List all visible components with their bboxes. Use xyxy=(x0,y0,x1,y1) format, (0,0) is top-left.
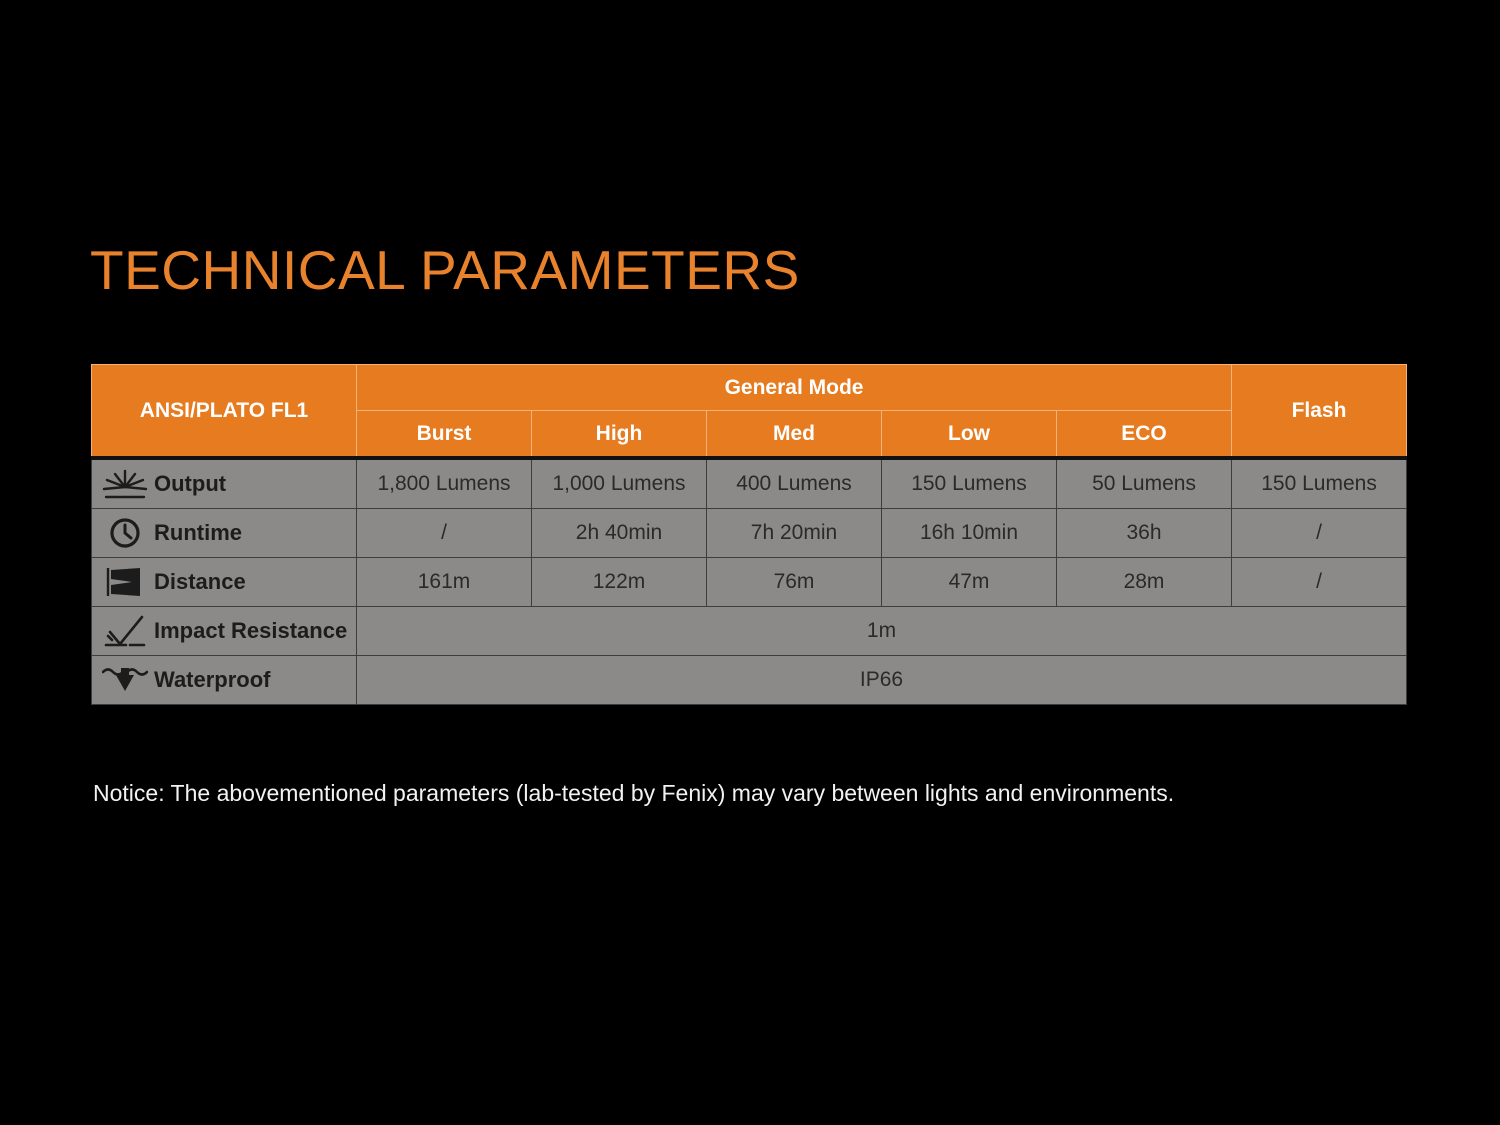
table-row-runtime xyxy=(92,509,1407,558)
table-cell: 50 Lumens xyxy=(1057,458,1232,509)
table-row-impact-resistance xyxy=(92,607,1407,656)
table-cell: 1,800 Lumens xyxy=(357,458,532,509)
row-label-text: Waterproof xyxy=(154,667,271,692)
table-cell: 150 Lumens xyxy=(1232,458,1407,509)
mode-header-eco: ECO xyxy=(1057,411,1232,459)
table-cell: 400 Lumens xyxy=(707,458,882,509)
table-cell: / xyxy=(1232,509,1407,558)
table-row-waterproof xyxy=(92,656,1407,705)
waterproof-icon xyxy=(102,663,148,697)
table-cell: 36h xyxy=(1057,509,1232,558)
row-label-text: Output xyxy=(154,471,227,496)
table-cell: 2h 40min xyxy=(532,509,707,558)
row-label-impact-resistance xyxy=(92,607,357,656)
table-cell: 47m xyxy=(882,558,1057,607)
mode-header-burst: Burst xyxy=(357,411,532,459)
table-row-distance xyxy=(92,558,1407,607)
page-title: TECHNICAL PARAMETERS xyxy=(90,239,800,301)
row-label-text: Runtime xyxy=(154,520,242,545)
row-label-distance xyxy=(92,558,357,607)
table-cell: 150 Lumens xyxy=(882,458,1057,509)
table-cell: / xyxy=(357,509,532,558)
clock-icon xyxy=(102,516,148,550)
table-cell: 16h 10min xyxy=(882,509,1057,558)
table-cell: 1m xyxy=(357,607,1407,656)
table-cell: 161m xyxy=(357,558,532,607)
row-label-text: Distance xyxy=(154,569,246,594)
table-cell: 122m xyxy=(532,558,707,607)
table-cell: / xyxy=(1232,558,1407,607)
notice-text: Notice: The abovementioned parameters (lab-tested by Fenix) may vary between lights and environments. xyxy=(93,780,1175,806)
table-cell: IP66 xyxy=(357,656,1407,705)
flash-header: Flash xyxy=(1232,365,1407,459)
table-cell: 28m xyxy=(1057,558,1232,607)
burst-icon xyxy=(102,467,148,501)
beam-distance-icon xyxy=(102,565,148,599)
mode-header-high: High xyxy=(532,411,707,459)
mode-header-med: Med xyxy=(707,411,882,459)
general-mode-header: General Mode xyxy=(357,365,1232,411)
row-label-output xyxy=(92,458,357,509)
corner-header: ANSI/PLATO FL1 xyxy=(92,365,357,459)
parameters-table xyxy=(91,364,1407,705)
impact-icon xyxy=(102,614,148,648)
table-cell: 7h 20min xyxy=(707,509,882,558)
table-cell: 76m xyxy=(707,558,882,607)
table-cell: 1,000 Lumens xyxy=(532,458,707,509)
table-row-output xyxy=(92,458,1407,509)
mode-header-low: Low xyxy=(882,411,1057,459)
row-label-text: Impact Resistance xyxy=(154,618,348,643)
row-label-runtime xyxy=(92,509,357,558)
row-label-waterproof xyxy=(92,656,357,705)
